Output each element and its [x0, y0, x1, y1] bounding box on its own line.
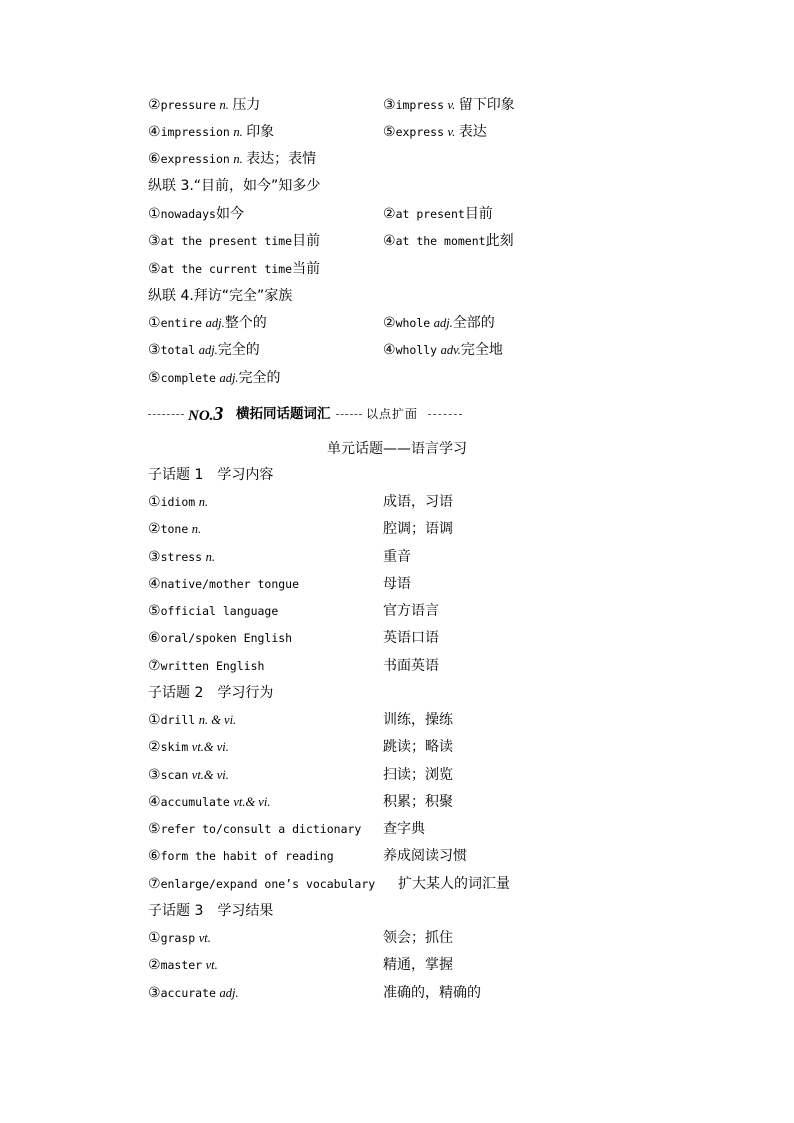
banner-number: NO.3: [188, 403, 224, 425]
vocab-meaning: 官方语言: [383, 603, 439, 619]
subtopic-heading: 子话题 1 学习内容: [148, 467, 274, 483]
vocab-entry: ①grasp vt.: [148, 930, 211, 946]
vocab-entry: ①drill n. & vi.: [148, 712, 237, 728]
vocab-entry: ②tone n.: [148, 521, 202, 537]
vocab-meaning: 英语口语: [383, 630, 439, 646]
vocab-entry: ③scan vt.& vi.: [148, 767, 229, 783]
group-heading: 纵联 4.拜访“完全”家族: [148, 288, 293, 304]
vocab-entry: ②skim vt.& vi.: [148, 739, 229, 755]
vocab-entry: ⑤complete adj.完全的: [148, 370, 281, 386]
vocab-entry: ③impress v. 留下印象: [383, 97, 515, 113]
subtopic-heading: 子话题 3 学习结果: [148, 903, 274, 919]
vocab-entry: ⑦enlarge/expand one’s vocabulary: [148, 876, 376, 892]
section-banner: [148, 402, 464, 426]
vocab-meaning: 成语，习语: [383, 494, 453, 510]
vocab-meaning: 领会；抓住: [383, 930, 453, 946]
vocab-meaning: 重音: [383, 549, 411, 565]
group-heading: 纵联 3.“目前，如今”知多少: [148, 178, 321, 194]
vocab-entry: ②whole adj.全部的: [383, 315, 495, 331]
vocab-meaning: 养成阅读习惯: [383, 848, 467, 864]
vocab-entry: ②pressure n. 压力: [148, 97, 261, 113]
vocab-meaning: 精通，掌握: [383, 957, 453, 973]
vocab-entry: ⑥oral/spoken English: [148, 630, 293, 646]
vocab-meaning: 跳读；略读: [383, 739, 453, 755]
vocab-meaning: 扩大某人的词汇量: [398, 876, 510, 892]
vocab-entry: ⑥form the habit of reading: [148, 848, 334, 864]
vocab-entry: ④impression n. 印象: [148, 124, 275, 140]
vocab-meaning: 训练，操练: [383, 712, 453, 728]
vocab-entry: ①idiom n.: [148, 494, 209, 510]
vocab-entry: ⑤refer to/consult a dictionary: [148, 821, 362, 837]
banner-title: 横拓同话题词汇: [236, 406, 331, 422]
vocab-entry: ③accurate adj.: [148, 985, 239, 1001]
banner-subtitle: 以点扩面: [366, 407, 419, 421]
vocab-entry: ①nowadays如今: [148, 206, 244, 222]
banner-rule-right: [428, 414, 462, 415]
vocab-meaning: 扫读；浏览: [383, 767, 453, 783]
vocab-entry: ⑥expression n. 表达；表情: [148, 151, 317, 167]
unit-topic: 单元话题——语言学习: [327, 441, 467, 457]
vocab-meaning: 积累；积聚: [383, 794, 453, 810]
banner-rule-left: [148, 414, 184, 415]
vocab-meaning: 母语: [383, 576, 411, 592]
vocab-entry: ⑤express v. 表达: [383, 124, 487, 140]
banner-rule-mid: [336, 414, 362, 415]
vocab-entry: ②master vt.: [148, 957, 218, 973]
vocab-entry: ④at the moment此刻: [383, 233, 514, 249]
vocab-meaning: 书面英语: [383, 658, 439, 674]
vocab-entry: ⑤official language: [148, 603, 279, 619]
vocab-entry: ③at the present time目前: [148, 233, 321, 249]
vocab-entry: ⑦written English: [148, 658, 265, 674]
vocab-entry: ①entire adj.整个的: [148, 315, 267, 331]
vocab-entry: ③total adj.完全的: [148, 342, 260, 358]
vocab-entry: ②at present目前: [383, 206, 493, 222]
vocab-entry: ④native/mother tongue: [148, 576, 300, 592]
vocab-meaning: 准确的，精确的: [383, 985, 481, 1001]
vocab-entry: ④wholly adv.完全地: [383, 342, 503, 358]
vocab-entry: ④accumulate vt.& vi.: [148, 794, 271, 810]
subtopic-heading: 子话题 2 学习行为: [148, 685, 274, 701]
vocab-entry: ③stress n.: [148, 549, 215, 565]
vocab-entry: ⑤at the current time当前: [148, 261, 321, 277]
vocab-meaning: 腔调；语调: [383, 521, 453, 537]
vocab-meaning: 查字典: [383, 821, 425, 837]
